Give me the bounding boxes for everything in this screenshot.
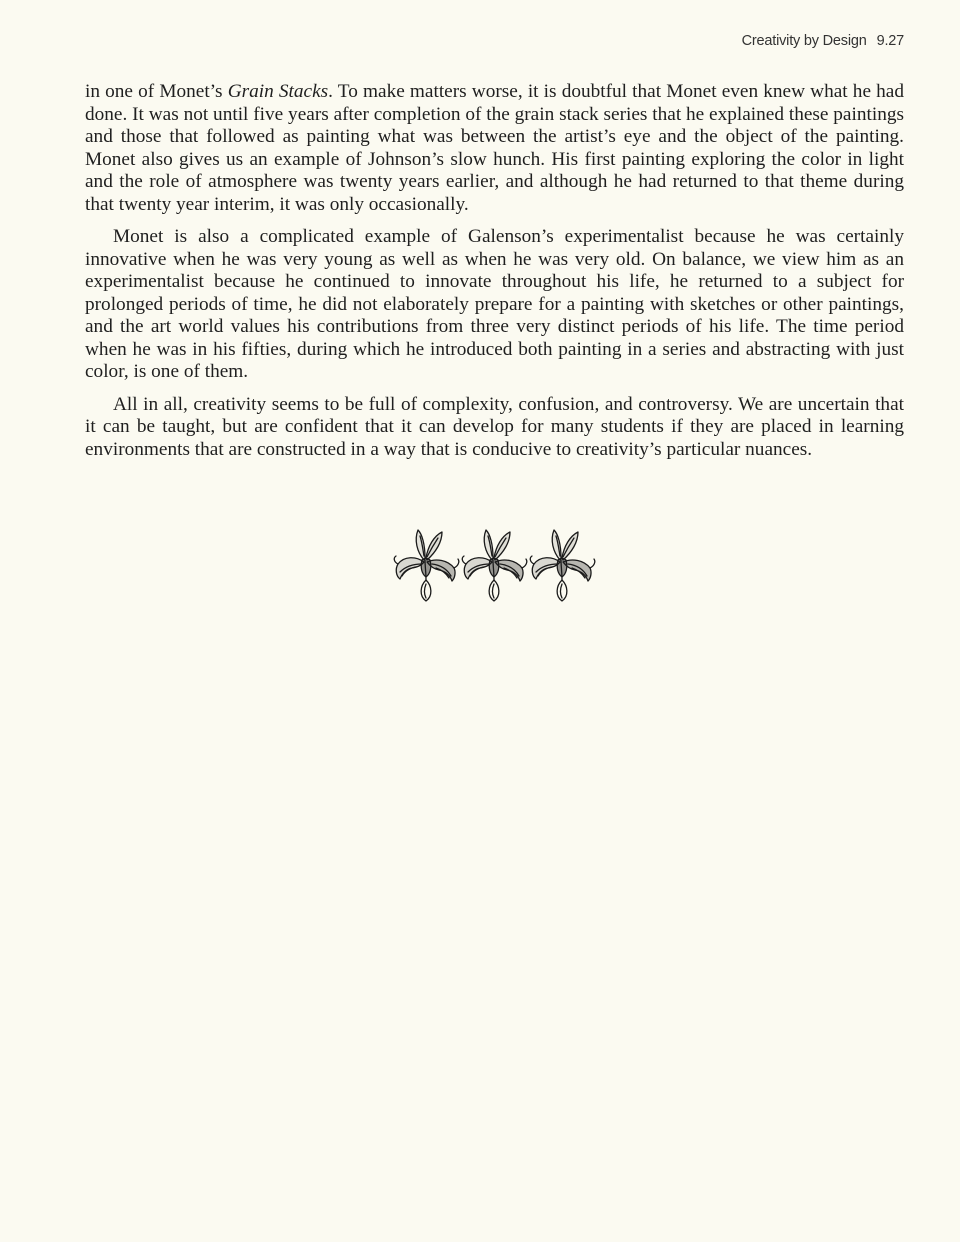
paragraph-2: Monet is also a complicated example of Galenson’s experimentalist because he was certainly innovative when he was very young as well as when he was very old. On balance, we view him as an experimentalist because he continued to innovate throughout his life, he returned to a subject for prolonged periods of time, he did not elaborately prepare for a painting with sketches or other paintings, and the art world values his contributions from three very distinct periods of his life. The time period when he was in his fifties, during which he introduced both painting in a series and abstracting with just color, is one of them.	[85, 226, 904, 382]
iris-flower-icon-3	[530, 530, 595, 601]
iris-flower-icon-1	[394, 530, 459, 601]
running-header	[742, 33, 904, 49]
header-title: Creativity by Design	[741, 33, 867, 49]
paragraph-1	[85, 81, 904, 216]
paragraph-1-rest: . To make matters worse, it is doubtful that Monet even knew what he had done. It was not until five years after completion of the grain stack series that he explained these paintings and those that followed as painting what was between the artist’s eye and the object of the painting. Monet also gives us an example of Johnson’s slow hunch. His first painting exploring the color in light and the role of atmosphere was twenty years earlier, and although he had returned to that theme during that twenty year interim, it was only occasionally.	[85, 81, 904, 215]
iris-ornament	[392, 524, 598, 606]
iris-flower-icon-2	[462, 530, 527, 601]
artwork-title: Grain Stacks	[227, 81, 329, 102]
body-text	[85, 81, 904, 471]
page-number: 9.27	[876, 33, 904, 49]
paragraph-1-start: in one of Monet’s	[85, 81, 228, 102]
paragraph-3: All in all, creativity seems to be full of complexity, confusion, and controversy. We are uncertain that it can be taught, but are confident that it can develop for many students if they are placed in learning environments that are constructed in a way that is conducive to creativity’s particular nuances.	[85, 393, 904, 460]
